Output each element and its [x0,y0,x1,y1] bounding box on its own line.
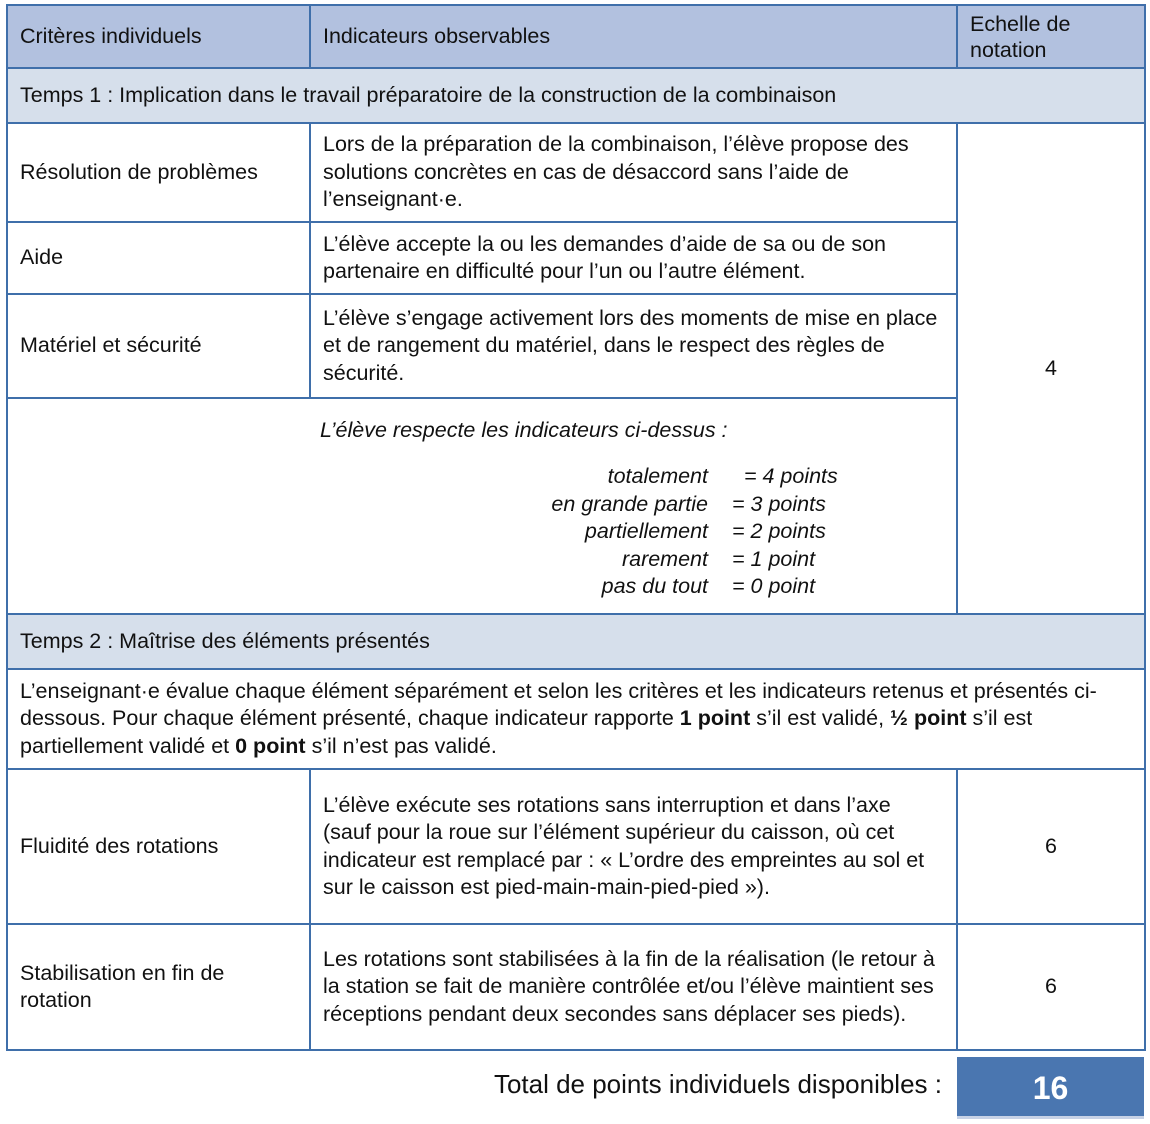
intro-text: s’il est partiellement validé et [20,706,1033,758]
total-label: Total de points individuels disponibles : [493,1069,942,1099]
legend-item [8,491,838,519]
legend-item [8,518,838,546]
indicator-cell: Les rotations sont stabilisées à la fin de la réalisation (le retour à la station se fait de manière contrôlée et/ou l’élève maintient ses réceptions pendant deux secondes sans déplacer ses pieds). [310,924,957,1050]
legend-points: = 3 points [732,491,826,516]
scale-cell: 6 [957,769,1145,924]
intro-text: s’il n’est pas validé. [305,733,497,758]
legend-points: = 1 point [732,546,816,571]
legend-level: totalement [607,464,708,489]
header-scale-line1: Echelle de [970,11,1071,36]
table-row [7,123,1145,222]
legend-item [8,463,838,491]
header-scale [957,5,1145,68]
intro-bold-zero-point: 0 point [235,733,306,758]
legend-item [8,573,838,601]
intro-bold-one-point: 1 point [679,706,751,731]
legend-points: = 4 points [732,464,838,489]
header-indicators: Indicateurs observables [310,5,957,68]
section-temps1-row [7,68,1145,123]
section-temps1-title: Temps 1 : Implication dans le travail préparatoire de la construction de la combinaison [7,68,1145,123]
legend-level: partiellement [584,519,708,544]
scale-cell: 6 [957,924,1145,1050]
table-row [7,769,1145,924]
criterion-cell: Fluidité des rotations [7,769,310,924]
criterion-cell: Résolution de problèmes [7,123,310,222]
temps2-intro [7,669,1145,769]
criterion-cell: Matériel et sécurité [7,294,310,398]
legend-points: = 0 point [732,574,816,599]
legend-points: = 2 points [732,519,826,544]
scale-cell-temps1: 4 [957,123,1145,614]
legend-level: pas du tout [601,574,708,599]
legend-item [8,546,838,574]
section-temps2-title: Temps 2 : Maîtrise des éléments présentés [7,614,1145,669]
intro-text: L’enseignant·e évalue chaque élément séparément et selon les critères et les indicateurs retenus et présentés ci-dessous. Pour chaque élément présenté, chaque indicateur rapporte [20,678,1097,731]
legend-level: rarement [621,546,708,571]
header-criteria: Critères individuels [7,5,310,68]
intro-bold-half-point: ½ point [890,706,967,731]
total-value: 16 [957,1057,1144,1119]
intro-row [7,669,1145,769]
indicator-cell: L’élève accepte la ou les demandes d’aide de sa ou de son partenaire en difficulté pour l’un ou l’autre élément. [310,222,957,294]
criterion-cell: Aide [7,222,310,294]
table-row [7,924,1145,1050]
indicator-cell: L’élève s’engage activement lors des moments de mise en place et de rangement du matériel, dans le respect des règles de sécurité. [310,294,957,398]
legend-title: L’élève respecte les indicateurs ci-dessus : [320,418,728,443]
indicator-cell: L’élève exécute ses rotations sans interruption et dans l’axe (sauf pour la roue sur l’élément supérieur du caisson, où cet indicateur est remplacé par : « L’ordre des empreintes au sol et sur le caisson est pied-main-main-pied-pied »). [310,769,957,924]
criterion-cell: Stabilisation en fin de rotation [7,924,310,1050]
evaluation-table [6,4,1146,1051]
section-temps2-row [7,614,1145,669]
intro-text: s’il est validé, [750,706,891,731]
total-row [0,1057,1150,1119]
header-scale-line2: notation [970,37,1047,62]
indicator-cell: Lors de la préparation de la combinaison, l’élève propose des solutions concrètes en cas de désaccord sans l’aide de l’enseignant·e. [310,123,957,222]
legend-level: en grande partie [551,491,708,516]
scoring-legend [7,398,957,614]
legend-table [8,463,838,601]
table-header-row [7,5,1145,68]
